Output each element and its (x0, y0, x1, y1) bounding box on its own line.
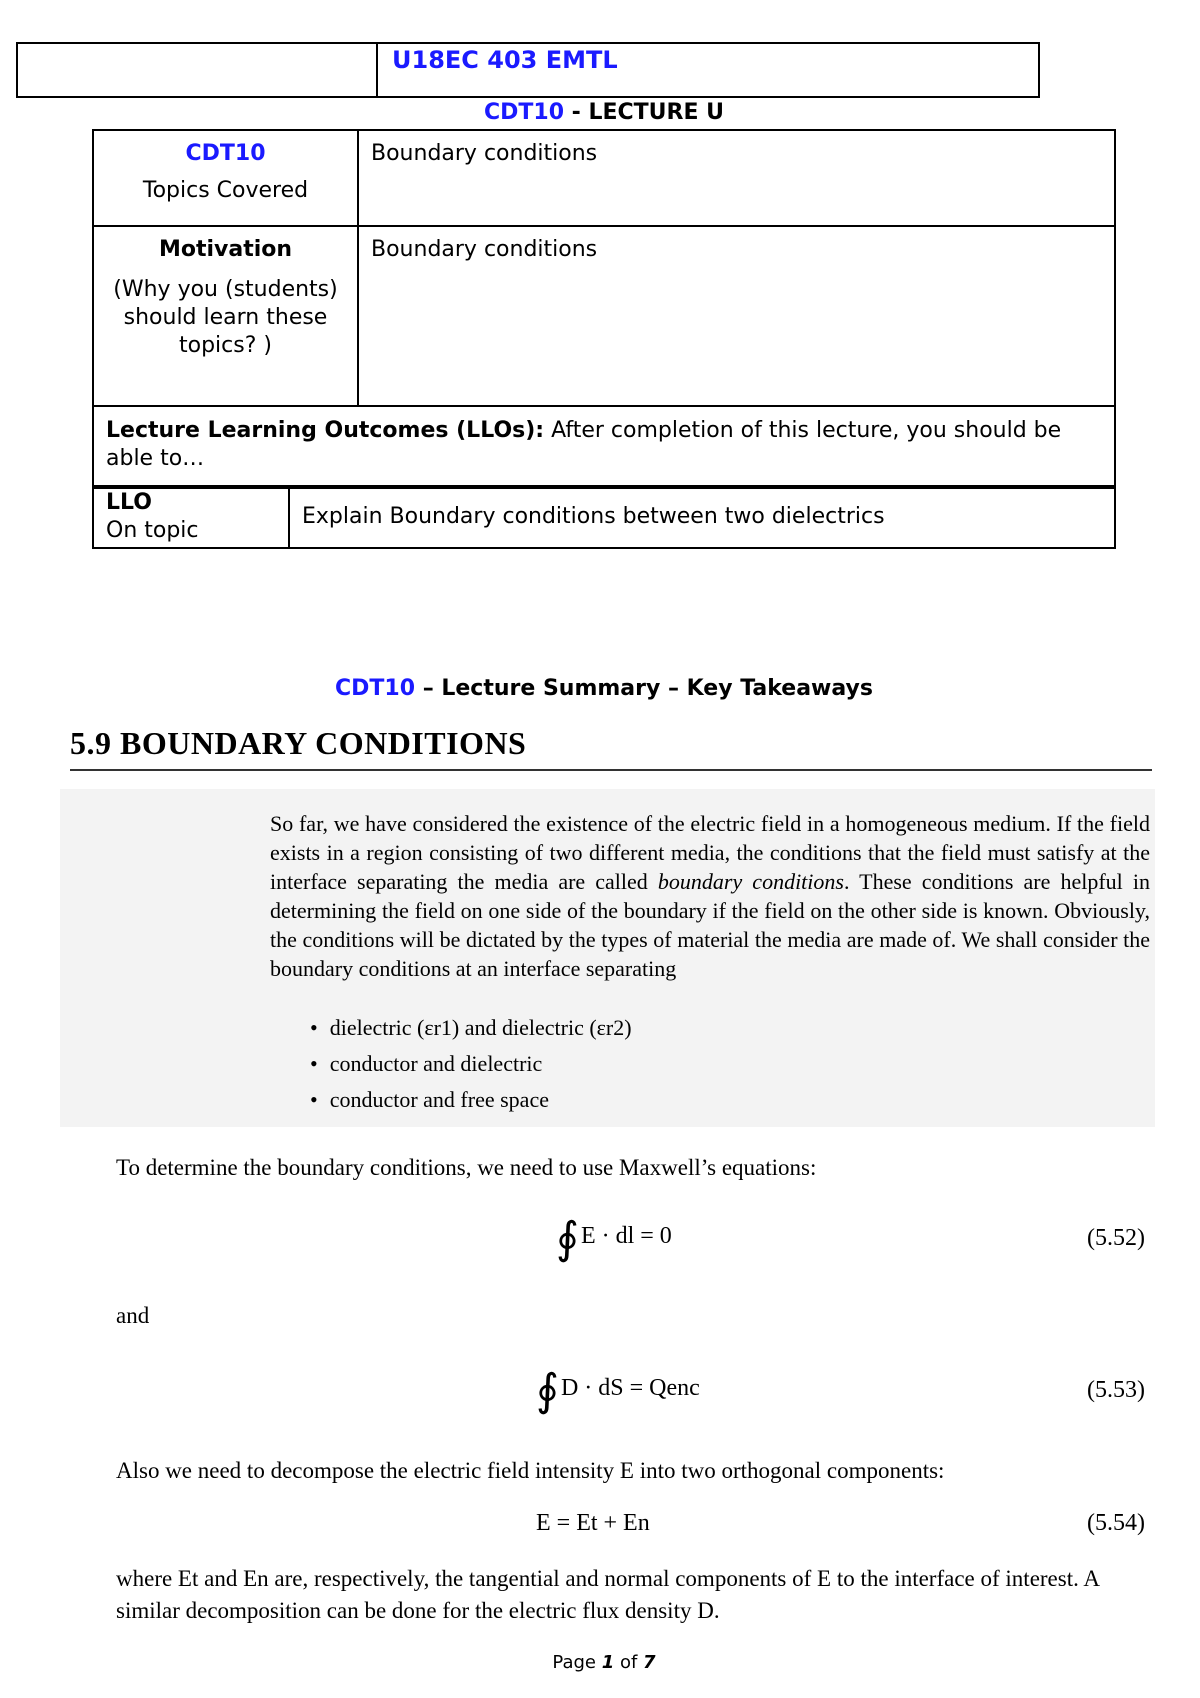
and-text: and (116, 1303, 150, 1328)
topics-label-cell (93, 130, 358, 226)
contour-integral-icon: ∮ (556, 1213, 579, 1264)
llo-label: LLO (106, 490, 152, 515)
equation-5-52 (556, 1213, 672, 1264)
footer-prefix: Page (552, 1652, 602, 1673)
lecture-title (0, 100, 1200, 125)
equation-5-53 (536, 1365, 700, 1416)
textbook-excerpt (60, 725, 1155, 1635)
course-code: U18EC 403 EMTL (392, 46, 618, 74)
llo-heading-bold: Lecture Learning Outcomes (LLOs): (106, 418, 545, 443)
topics-label: Topics Covered (142, 178, 309, 203)
summary-title-rest: – Lecture Summary – Key Takeaways (415, 676, 873, 701)
summary-title (0, 676, 1200, 701)
equation-number-5-54: (5.54) (1087, 1510, 1145, 1536)
equation-number-5-52: (5.52) (1087, 1225, 1145, 1251)
page-number: 1 (601, 1652, 615, 1673)
list-item: • conductor and dielectric (310, 1046, 1010, 1082)
lecture-title-suffix: - LECTURE U (564, 100, 725, 125)
lecture-code: CDT10 (483, 100, 564, 125)
llo-heading-rest: After completion of this lecture, you should be able to… (106, 418, 1062, 471)
topics-code: CDT10 (185, 141, 266, 166)
decompose-paragraph: Also we need to decompose the electric field intensity E into two orthogonal components: (116, 1458, 945, 1483)
intro-italic-term: boundary conditions (657, 869, 844, 894)
section-heading: 5.9 BOUNDARY CONDITIONS (70, 725, 527, 761)
heading-rule (70, 769, 1152, 771)
page-total: 7 (643, 1652, 656, 1673)
footer-of: of (614, 1652, 644, 1673)
motivation-label: Motivation (158, 237, 293, 262)
equation-5-52-text: E · dl = 0 (580, 1223, 672, 1249)
list-item: • dielectric (εr1) and dielectric (εr2) (310, 1010, 1010, 1046)
intro-text-2: . These conditions are helpful in determining the field on one side of the boundary if the field on the other side is known. Obviously, the conditions will be dictated by the types of material the media are made of. We shall consider the boundary conditions at an interface separating (270, 869, 1150, 981)
motivation-label-cell (93, 226, 358, 406)
llo-heading (93, 406, 1115, 488)
page-footer (0, 1652, 1200, 1673)
maxwell-paragraph: To determine the boundary conditions, we need to use Maxwell’s equations: (116, 1155, 817, 1180)
equation-number-5-53: (5.53) (1087, 1377, 1145, 1403)
motivation-value: Boundary conditions (358, 226, 1115, 406)
llo-sublabel: On topic (106, 518, 199, 543)
llo-table (92, 485, 1116, 549)
topics-value: Boundary conditions (358, 130, 1115, 226)
llo-value: Explain Boundary conditions between two dielectrics (289, 486, 1115, 548)
course-header-box (16, 42, 1040, 98)
contour-integral-icon: ∮ (536, 1365, 559, 1416)
lecture-info-table (92, 129, 1116, 489)
summary-code: CDT10 (335, 676, 416, 701)
equation-5-53-text: D · dS = Qenc (560, 1375, 700, 1401)
header-divider (376, 44, 378, 96)
intro-text-1: So far, we have considered the existence of the electric field in a homogeneous medium. If the field exists in a region consisting of two different media, the conditions that the field must satisfy at the interface separating the media are called (270, 811, 1150, 894)
equation-5-54: E = Et + En (536, 1510, 650, 1536)
list-item: • conductor and free space (310, 1082, 1010, 1118)
where-paragraph: where Et and En are, respectively, the tangential and normal components of E to the interface of interest. A similar decomposition can be done for the electric flux density D. (116, 1566, 1099, 1623)
interface-types-list (310, 1010, 1010, 1118)
motivation-subtext: (Why you (students) should learn these topics? ) (113, 277, 338, 358)
intro-paragraph (270, 809, 1150, 983)
llo-label-cell (93, 486, 289, 548)
